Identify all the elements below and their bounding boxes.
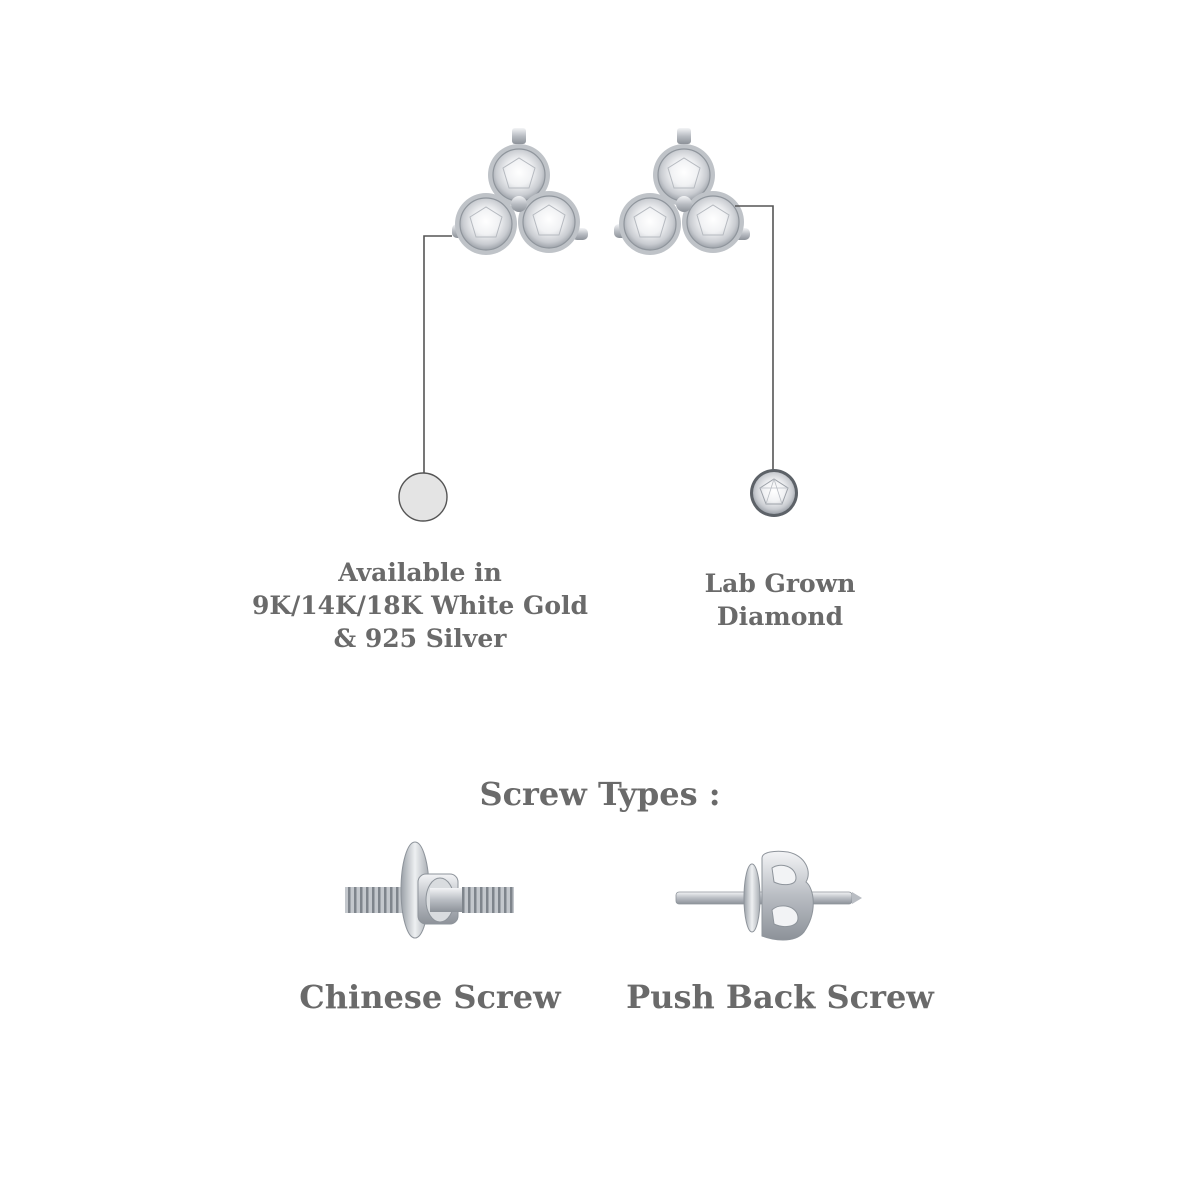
metal-line-3: & 925 Silver	[333, 624, 507, 653]
stone-line-2: Diamond	[716, 602, 844, 631]
metal-line-1: Available in	[338, 558, 502, 587]
stone-line-1: Lab Grown	[704, 569, 856, 598]
chinese-screw-icon	[345, 842, 514, 938]
metal-swatch-icon	[399, 473, 447, 521]
metal-description	[220, 556, 620, 655]
push-back-screw-icon	[676, 851, 862, 940]
screw-types-title: Screw Types :	[479, 775, 721, 813]
metal-leader-line	[424, 236, 452, 474]
diamond-leader-line	[735, 206, 773, 470]
metal-line-2: 9K/14K/18K White Gold	[251, 591, 589, 620]
stone-description	[620, 567, 940, 633]
chinese-screw-label: Chinese Screw	[299, 978, 561, 1016]
diamond-icon	[750, 469, 798, 517]
push-back-screw-label: Push Back Screw	[626, 978, 934, 1016]
left-earring	[452, 128, 588, 255]
right-earring	[614, 128, 750, 255]
